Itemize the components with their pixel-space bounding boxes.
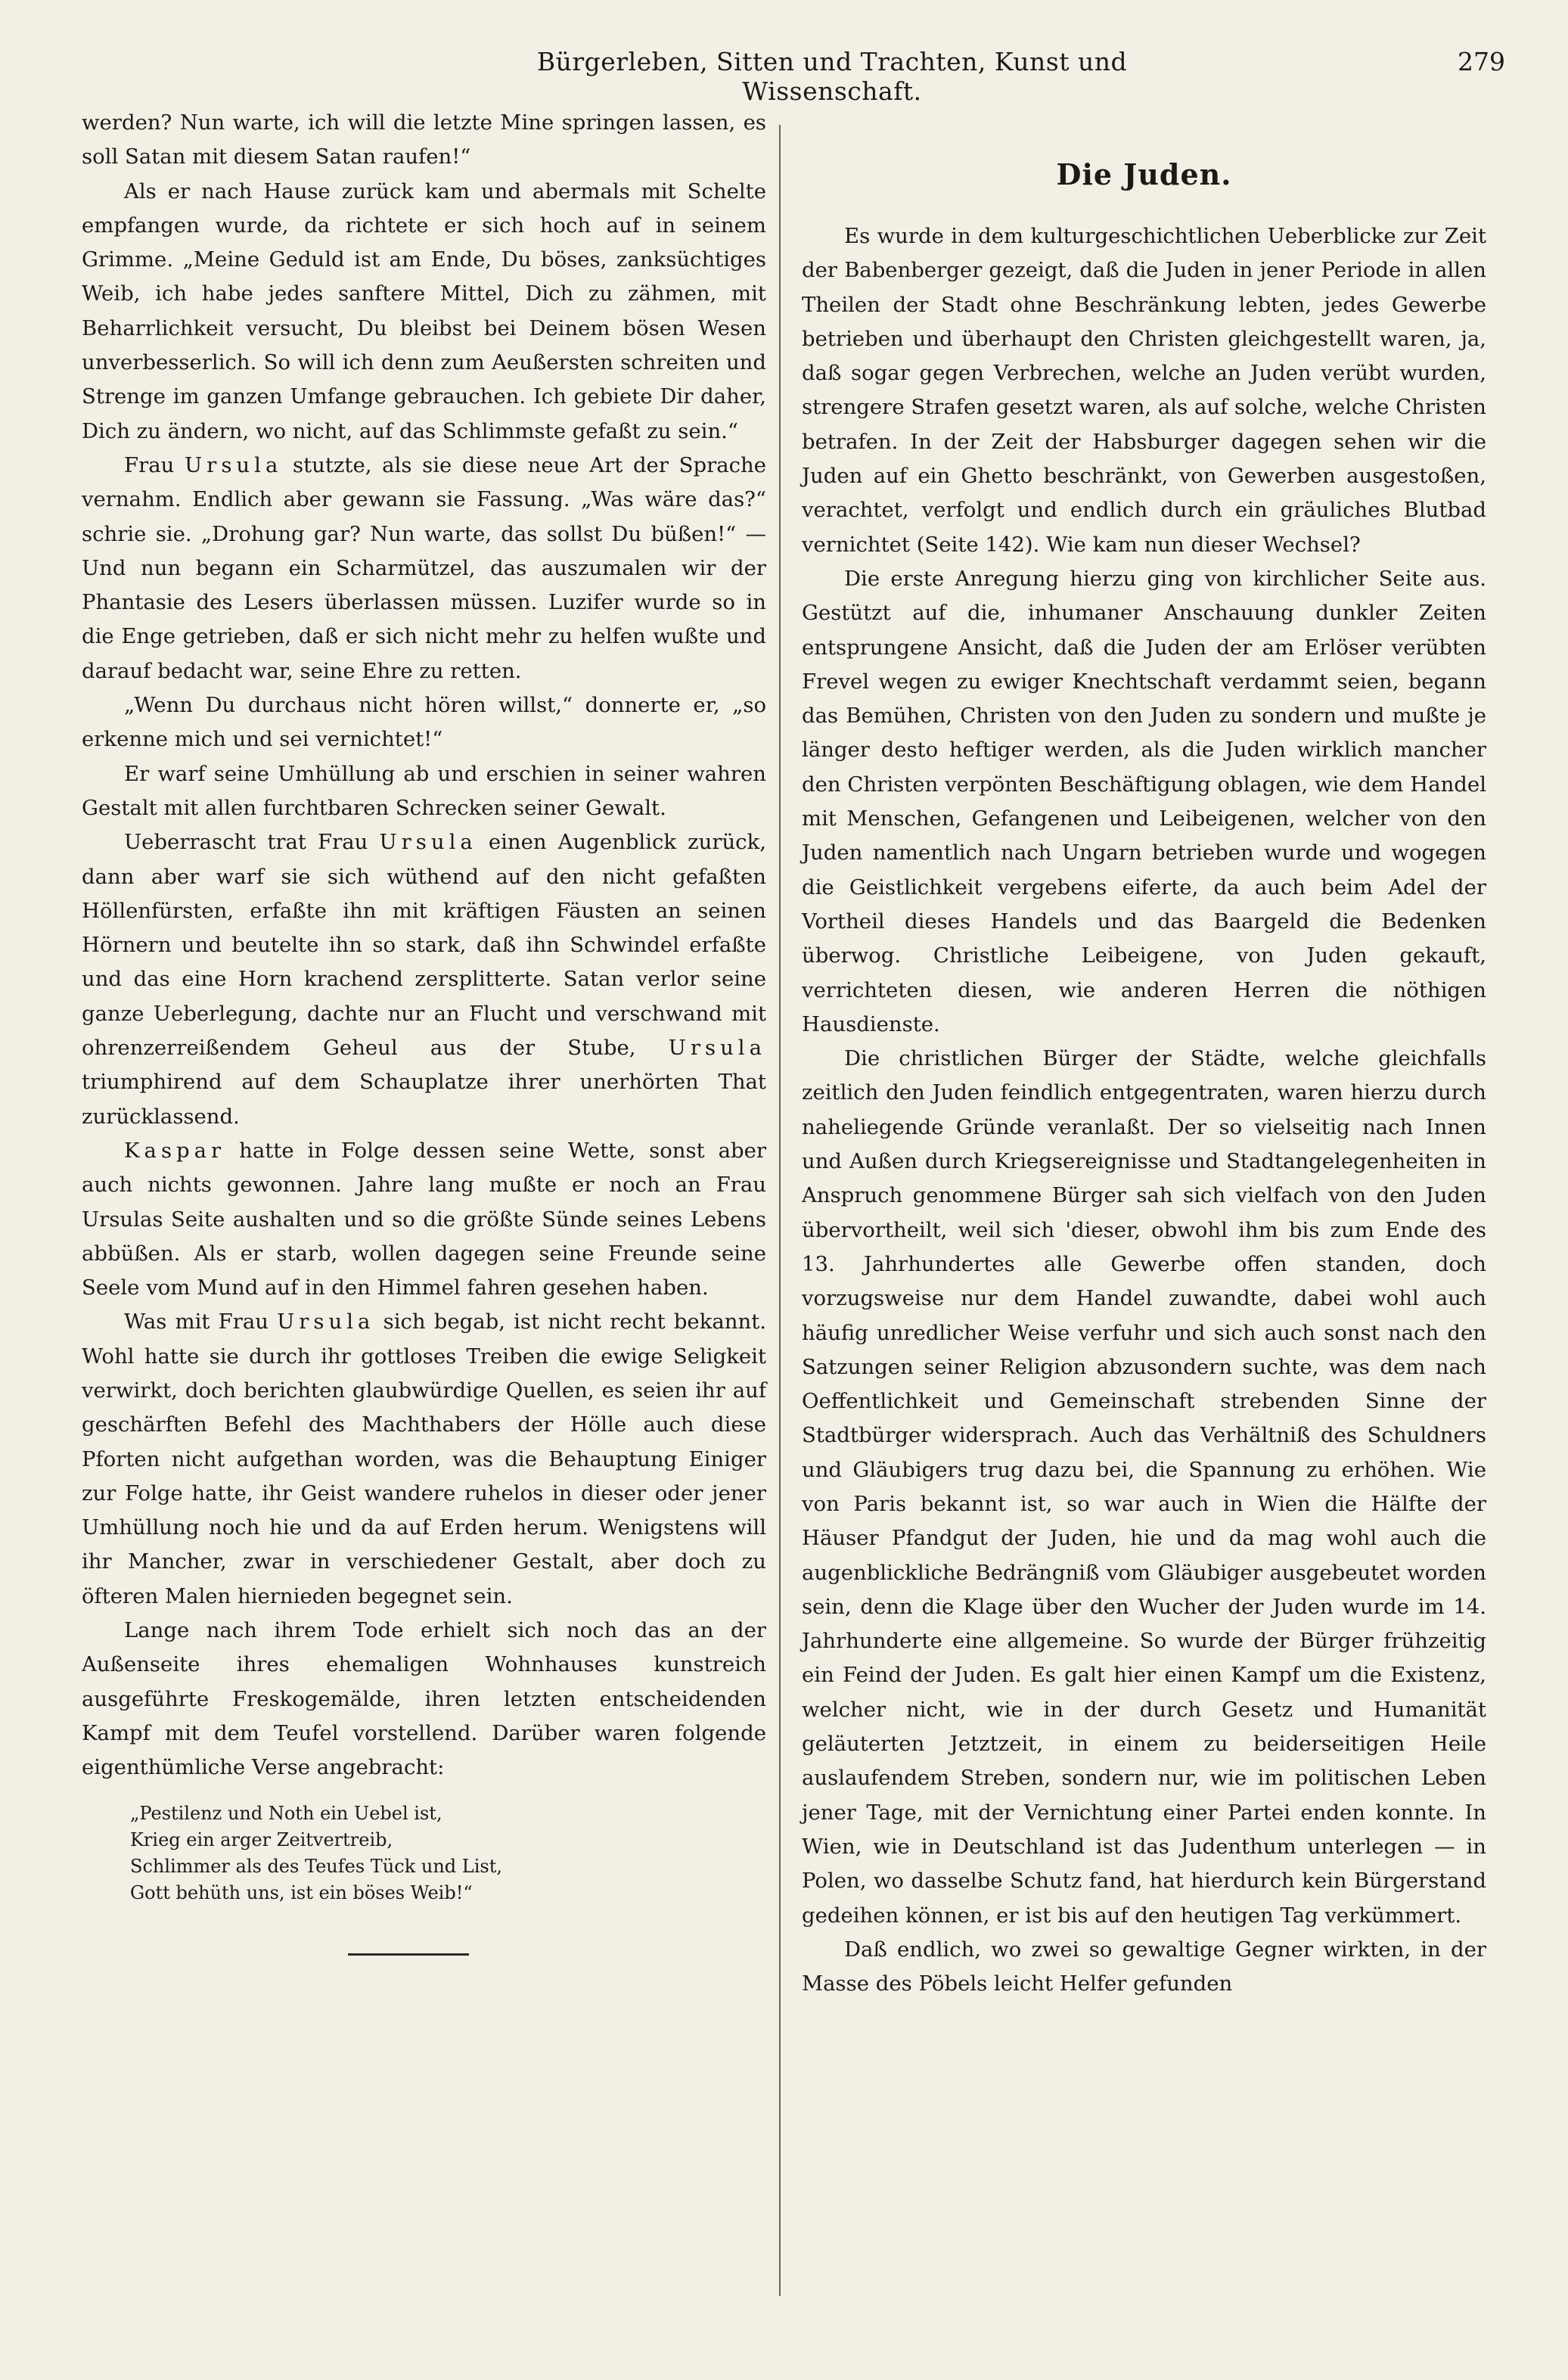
running-head: Bürgerleben, Sitten und Trachten, Kunst und Wissenschaft. <box>536 47 1128 106</box>
verse-line: Krieg ein arger Zeitvertreib, <box>130 1828 393 1850</box>
page-number: 279 <box>1458 47 1505 76</box>
verse-block <box>130 1801 766 1906</box>
name-ursula: Ursula <box>185 452 283 477</box>
text-run: einen Augenblick zurück, dann aber warf sie sich wüthend auf den nicht gefaßten Höllenfürsten, erfaßte ihn mit kräftigen Fäusten an seinen Hörnern und beutelte ihn so stark, daß ihn Schwindel erfaßte und das eine Horn krachend zersplitterte. Satan verlor seine ganze Ueberlegung, dachte nur an Flucht und verschwand mit ohrenzerreißendem Geheul aus der Stube, <box>82 830 766 1061</box>
paragraph: werden? Nun warte, ich will die letzte Mine springen lassen, es soll Satan mit diesem Satan raufen!“ <box>82 110 766 169</box>
name-ursula: Ursula <box>277 1310 375 1334</box>
text-run: Was mit Frau <box>124 1310 269 1334</box>
column-divider <box>779 125 781 2296</box>
text-run: Frau <box>124 452 175 477</box>
name-ursula: Ursula <box>668 1036 766 1061</box>
name-ursula: Ursula <box>379 830 477 855</box>
paragraph: Lange nach ihrem Tode erhielt sich noch das an der Außenseite ihres ehemaligen Wohnhauses kunstreich ausgeführte Freskogemälde, ihren letzten entscheidenden Kampf mit dem Teufel vorstellend. Darüber waren folgende eigenthümliche Verse angebracht: <box>82 1618 766 1780</box>
paragraph <box>82 1305 766 1614</box>
end-rule <box>348 1953 469 1956</box>
right-column <box>802 106 1486 2001</box>
text-run: stutzte, als sie diese neue Art der Sprache vernahm. Endlich aber gewann sie Fassung. „Was wäre das?“ schrie sie. „Drohung gar? Nun warte, das sollst Du büßen!“ — Und nun begann ein Scharmützel, das auszumalen wir der Phantasie des Lesers überlassen müssen. Luzifer wurde so in die Enge getrieben, daß er sich nicht mehr zu helfen wußte und darauf bedacht war, seine Ehre zu retten. <box>82 452 766 683</box>
paragraph: „Wenn Du durchaus nicht hören willst,“ donnerte er, „so erkenne mich und sei vernichtet!“ <box>82 693 766 752</box>
name-kaspar: Kaspar <box>124 1138 226 1163</box>
paragraph: Die christlichen Bürger der Städte, welche gleichfalls zeitlich den Juden feindlich entgegentraten, waren hierzu durch naheliegende Gründe veranlaßt. Der so vielseitig nach Innen und Außen durch Kriegsereignisse und Stadtangelegenheiten in Anspruch genommene Bürger sah sich vielfach von den Juden übervortheilt, weil sich 'dieser, obwohl ihm bis zum Ende des 13. Jahrhundertes alle Gewerbe offen standen, doch vorzugsweise nur dem Handel zuwandte, dabei wohl auch häufig unredlicher Weise verfuhr und sich auch sonst nach den Satzungen seiner Religion abzusondern suchte, was dem nach Oeffentlichkeit und Gemeinschaft strebenden Sinne der Stadtbürger widersprach. Auch das Verhältniß des Schuldners und Gläubigers trug dazu bei, die Spannung zu erhöhen. Wie von Paris bekannt ist, so war auch in Wien die Hälfte der Häuser Pfandgut der Juden, hie und da mag wohl auch die augenblickliche Bedrängniß vom Gläubiger ausgebeutet worden sein, denn die Klage über den Wucher der Juden wurde im 14. Jahrhunderte eine allgemeine. So wurde der Bürger frühzeitig ein Feind der Juden. Es galt hier einen Kampf um die Existenz, welcher nicht, wie in der durch Gesetz und Humanität geläuterten Jetztzeit, in einem zu beiderseitigen Heile auslaufendem Streben, sondern nur, wie im politischen Leben jener Tage, mit der Vernichtung einer Partei enden konnte. In Wien, wie in Deutschland ist das Judenthum unterlegen — in Polen, wo dasselbe Schutz fand, hat hierdurch kein Bürgerstand gedeihen können, er ist bis auf den heutigen Tag verkümmert. <box>802 1046 1486 1928</box>
paragraph: Daß endlich, wo zwei so gewaltige Gegner wirkten, in der Masse des Pöbels leicht Helfer gefunden <box>802 1937 1486 1996</box>
paragraph <box>82 825 766 1134</box>
text-run: Ueberrascht trat Frau <box>124 830 368 855</box>
verse-line: „Pestilenz und Noth ein Uebel ist, <box>130 1802 442 1824</box>
paragraph: Es wurde in dem kulturgeschichtlichen Ueberblicke zur Zeit der Babenberger gezeigt, daß die Juden in jener Periode in allen Theilen der Stadt ohne Beschränkung lebten, jedes Gewerbe betrieben und überhaupt den Christen gleichgestellt waren, ja, daß sogar gegen Verbrechen, welche an Juden verübt wurden, strengere Strafen gesetzt waren, als auf solche, welche Christen betrafen. In der Zeit der Habsburger dagegen sehen wir die Juden auf ein Ghetto beschränkt, von Gewerben ausgestoßen, verachtet, verfolgt und endlich durch ein gräuliches Blutbad vernichtet (Seite 142). Wie kam nun dieser Wechsel? <box>802 224 1486 557</box>
left-column <box>82 106 766 1956</box>
paragraph <box>82 449 766 688</box>
paragraph: Er warf seine Umhüllung ab und erschien in seiner wahren Gestalt mit allen furchtbaren Schrecken seiner Gewalt. <box>82 761 766 820</box>
verse-line: Gott behüth uns, ist ein böses Weib!“ <box>130 1881 473 1903</box>
section-title: Die Juden. <box>1056 157 1232 191</box>
paragraph: Die erste Anregung hierzu ging von kirchlicher Seite aus. Gestützt auf die, inhumaner Anschauung dunkler Zeiten entsprungene Ansicht, daß die Juden der am Erlöser verübten Frevel wegen zu ewiger Knechtschaft verdammt seien, begann das Bemühen, Christen von den Juden zu sondern und mußte je länger desto heftiger werden, als die Juden wirklich mancher den Christen verpönten Beschäftigung oblagen, wie dem Handel mit Menschen, Gefangenen und Leibeigenen, welcher von den Juden namentlich nach Ungarn betrieben wurde und wogegen die Geistlichkeit vergebens eiferte, da auch beim Adel der Vortheil dieses Handels und das Baargeld die Bedenken überwog. Christliche Leibeigene, von Juden gekauft, verrichteten diesen, wie anderen Herren die nöthigen Hausdienste. <box>802 566 1486 1036</box>
paragraph: Als er nach Hause zurück kam und abermals mit Schelte empfangen wurde, da richtete er sich hoch auf in seinem Grimme. „Meine Geduld ist am Ende, Du böses, zanksüchtiges Weib, ich habe jedes sanftere Mittel, Dich zu zähmen, mit Beharrlichkeit versucht, Du bleibst bei Deinem bösen Wesen unverbesserlich. So will ich denn zum Aeußersten schreiten und Strenge im ganzen Umfange gebrauchen. Ich gebiete Dir daher, Dich zu ändern, wo nicht, auf das Schlimmste gefaßt zu sein.“ <box>82 179 766 443</box>
paragraph <box>82 1134 766 1305</box>
verse-line: Schlimmer als des Teufes Tück und List, <box>130 1855 502 1877</box>
text-run: sich begab, ist nicht recht bekannt. Wohl hatte sie durch ihr gottloses Treiben die ewige Seligkeit verwirkt, doch berichten glaubwürdige Quellen, es seien ihr auf geschärften Befehl des Machthabers der Hölle auch diese Pforten nicht aufgethan worden, was die Behauptung Einiger zur Folge hatte, ihr Geist wandere ruhelos in dieser oder jener Umhüllung noch hie und da auf Erden herum. Wenigstens will ihr Mancher, zwar in verschiedener Gestalt, aber doch zu öfteren Malen hiernieden begegnet sein. <box>82 1310 766 1608</box>
text-run: hatte in Folge dessen seine Wette, sonst aber auch nichts gewonnen. Jahre lang mußte er noch an Frau Ursulas Seite aushalten und so die größte Sünde seines Lebens abbüßen. Als er starb, wollen dagegen seine Freunde seine Seele vom Mund auf in den Himmel fahren gesehen haben. <box>82 1138 766 1300</box>
text-run: triumphirend auf dem Schauplatze ihrer unerhörten That zurücklassend. <box>82 1070 766 1129</box>
